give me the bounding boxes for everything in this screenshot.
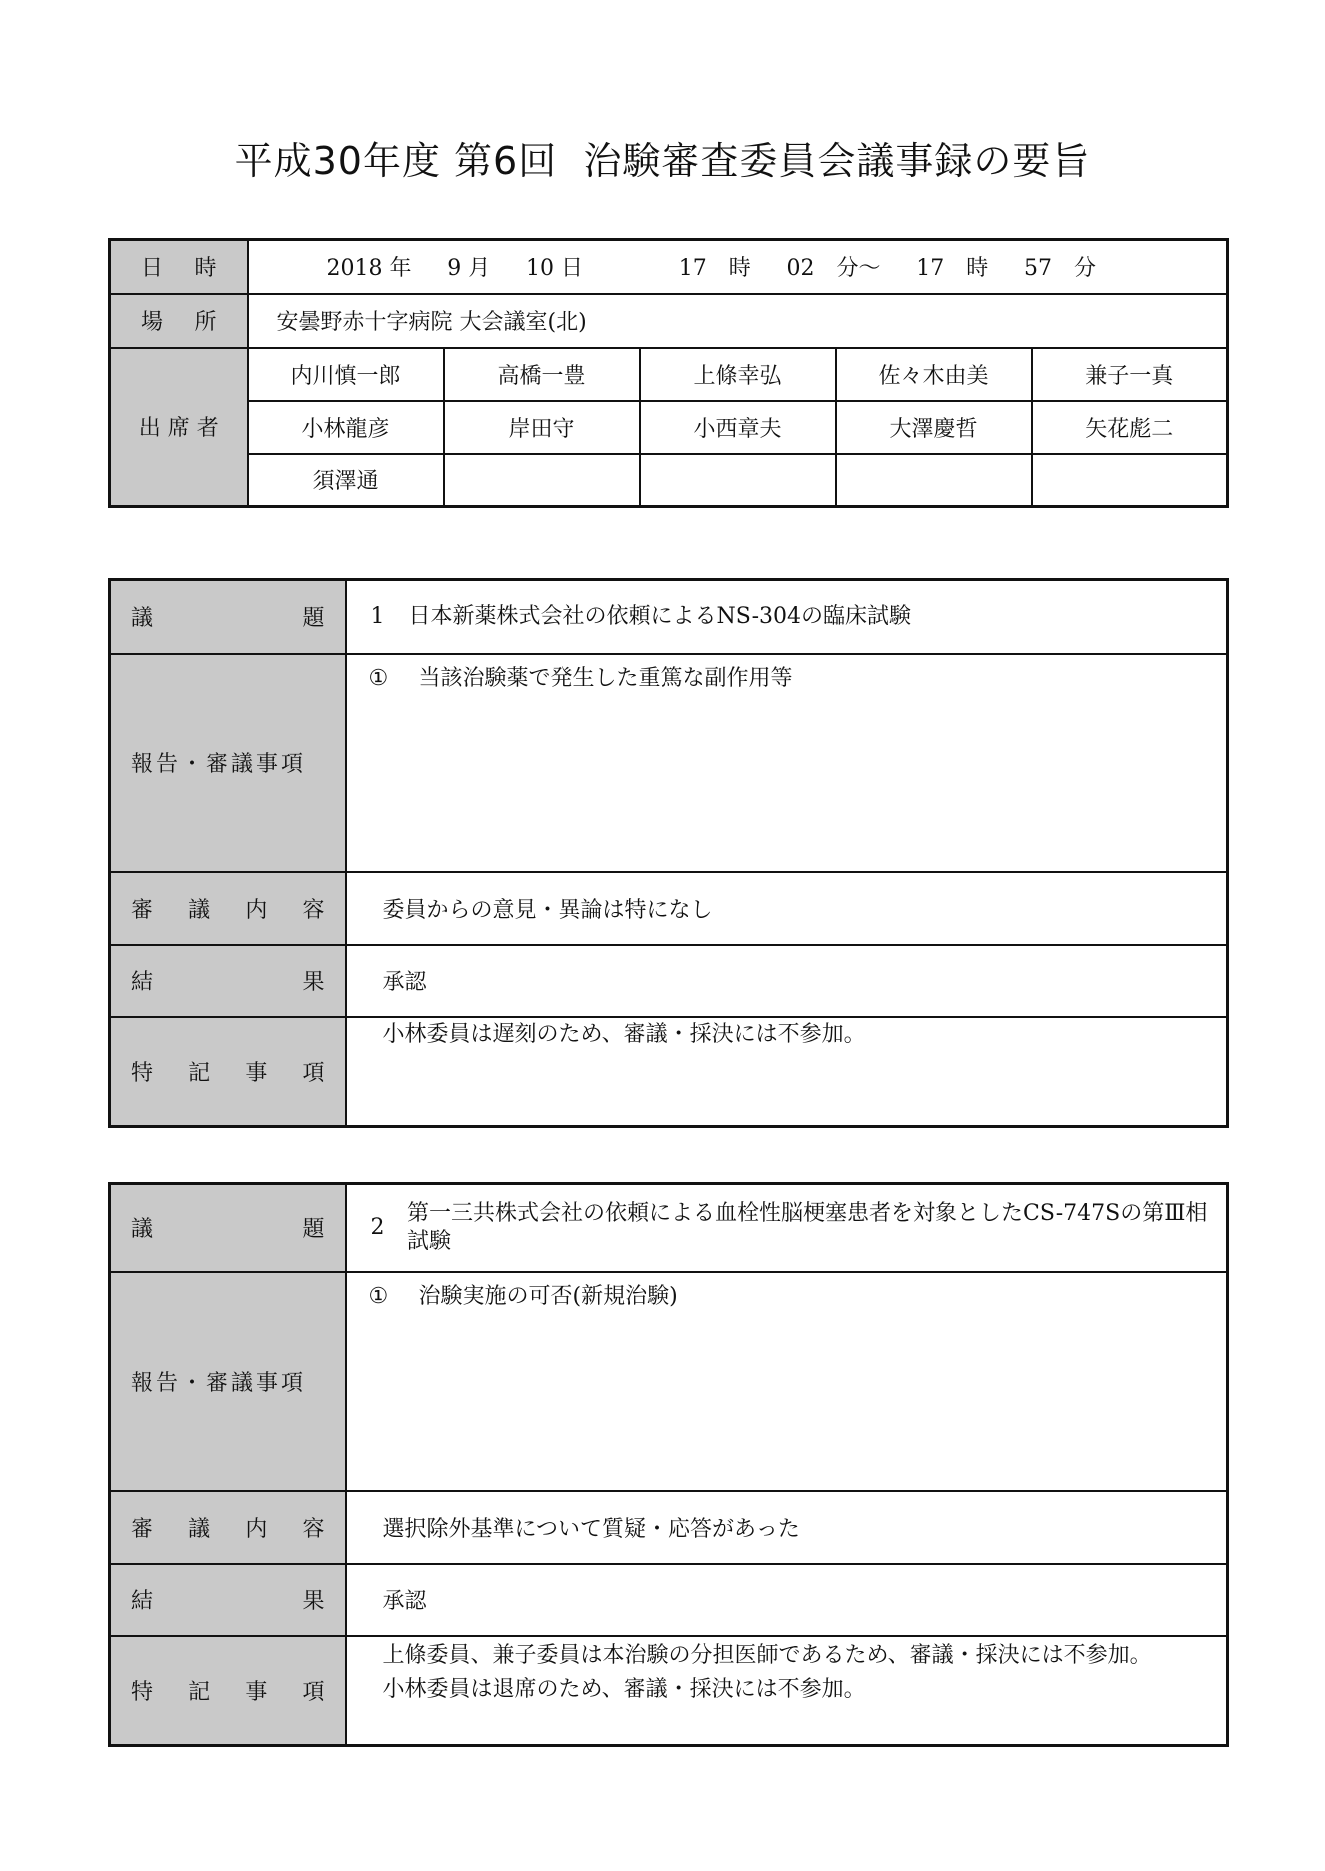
result-row [110, 945, 1228, 1017]
attendee-name: 上條幸弘 [640, 348, 836, 401]
note-line: 小林委員は遅刻のため、審議・採決には不参加。 [382, 1021, 866, 1047]
notes-row [110, 1017, 1228, 1127]
note-line: 上條委員、兼子委員は本治験の分担医師であるため、審議・採決には不参加。 [382, 1642, 1152, 1668]
report-value [346, 1272, 1228, 1491]
agenda-topic-row [110, 580, 1228, 654]
result-row [110, 1564, 1228, 1636]
attendee-name-empty [1032, 454, 1228, 507]
agenda-topic: 日本新薬株式会社の依頼によるNS-304の臨床試験 [408, 603, 912, 629]
end-minute: 57 分 [1023, 256, 1096, 282]
year: 2018 年 [326, 256, 412, 282]
agenda-number: 2 [370, 1215, 385, 1241]
place-row [110, 294, 1228, 348]
attendee-row [110, 454, 1228, 507]
datetime-label: 日 時 [110, 240, 248, 294]
topic-label: 議 題 [110, 580, 346, 654]
start-hour: 17 時 [678, 256, 751, 282]
notes-label: 特 記 事 項 [110, 1636, 346, 1746]
deliberation-value: 委員からの意見・異論は特になし [346, 872, 1228, 945]
notes-value [346, 1017, 1228, 1127]
attendees-label: 出 席 者 [110, 348, 248, 507]
attendee-name: 内川慎一郎 [248, 348, 444, 401]
page-title: 平成30年度 第6回 治験審査委員会議事録の要旨 [234, 139, 1091, 183]
agenda-number: 1 [370, 604, 385, 630]
attendee-name: 岸田守 [444, 401, 640, 454]
agenda-table-1 [108, 578, 1229, 1128]
topic-value [346, 1184, 1228, 1272]
deliberation-label: 審 議 内 容 [110, 1491, 346, 1564]
attendee-row [110, 348, 1228, 401]
item-number-mark: ① [368, 1283, 389, 1309]
start-minute: 02 分～ [786, 256, 881, 282]
attendee-row [110, 401, 1228, 454]
report-label: 報告・審議事項 [110, 1272, 346, 1491]
deliberation-row [110, 1491, 1228, 1564]
datetime-value [248, 240, 1228, 294]
attendee-name: 兼子一真 [1032, 348, 1228, 401]
attendee-name: 高橋一豊 [444, 348, 640, 401]
result-value: 承認 [346, 945, 1228, 1017]
attendee-name-empty [640, 454, 836, 507]
agenda-topic: 第一三共株式会社の依頼による血栓性脳梗塞患者を対象としたCS-747Sの第Ⅲ相試験 [407, 1200, 1208, 1254]
attendee-name: 小林龍彦 [248, 401, 444, 454]
attendee-name: 佐々木由美 [836, 348, 1032, 401]
result-label: 結 果 [110, 945, 346, 1017]
report-text: 治験実施の可否(新規治験) [418, 1283, 678, 1309]
deliberation-label: 審 議 内 容 [110, 872, 346, 945]
agenda-table-2 [108, 1182, 1229, 1747]
attendee-name: 矢花彪二 [1032, 401, 1228, 454]
result-label: 結 果 [110, 1564, 346, 1636]
notes-label: 特 記 事 項 [110, 1017, 346, 1127]
result-value: 承認 [346, 1564, 1228, 1636]
month: 9 月 [447, 256, 491, 282]
day: 10 日 [525, 256, 583, 282]
datetime-row [110, 240, 1228, 294]
report-row [110, 1272, 1228, 1491]
place-label: 場 所 [110, 294, 248, 348]
end-hour: 17 時 [916, 256, 989, 282]
agenda-topic-row [110, 1184, 1228, 1272]
report-label: 報告・審議事項 [110, 654, 346, 872]
attendee-name-empty [836, 454, 1032, 507]
note-line: 小林委員は退席のため、審議・採決には不参加。 [382, 1676, 866, 1702]
notes-row [110, 1636, 1228, 1746]
report-row [110, 654, 1228, 872]
notes-value [346, 1636, 1228, 1746]
attendee-name: 小西章夫 [640, 401, 836, 454]
report-text: 当該治験薬で発生した重篤な副作用等 [418, 665, 793, 691]
topic-value [346, 580, 1228, 654]
topic-label: 議 題 [110, 1184, 346, 1272]
deliberation-row [110, 872, 1228, 945]
place-value: 安曇野赤十字病院 大会議室(北) [248, 294, 1228, 348]
meeting-info-table [108, 238, 1229, 508]
attendee-name: 須澤通 [248, 454, 444, 507]
report-value [346, 654, 1228, 872]
attendee-name-empty [444, 454, 640, 507]
attendee-name: 大澤慶哲 [836, 401, 1032, 454]
deliberation-value: 選択除外基準について質疑・応答があった [346, 1491, 1228, 1564]
item-number-mark: ① [368, 665, 389, 691]
